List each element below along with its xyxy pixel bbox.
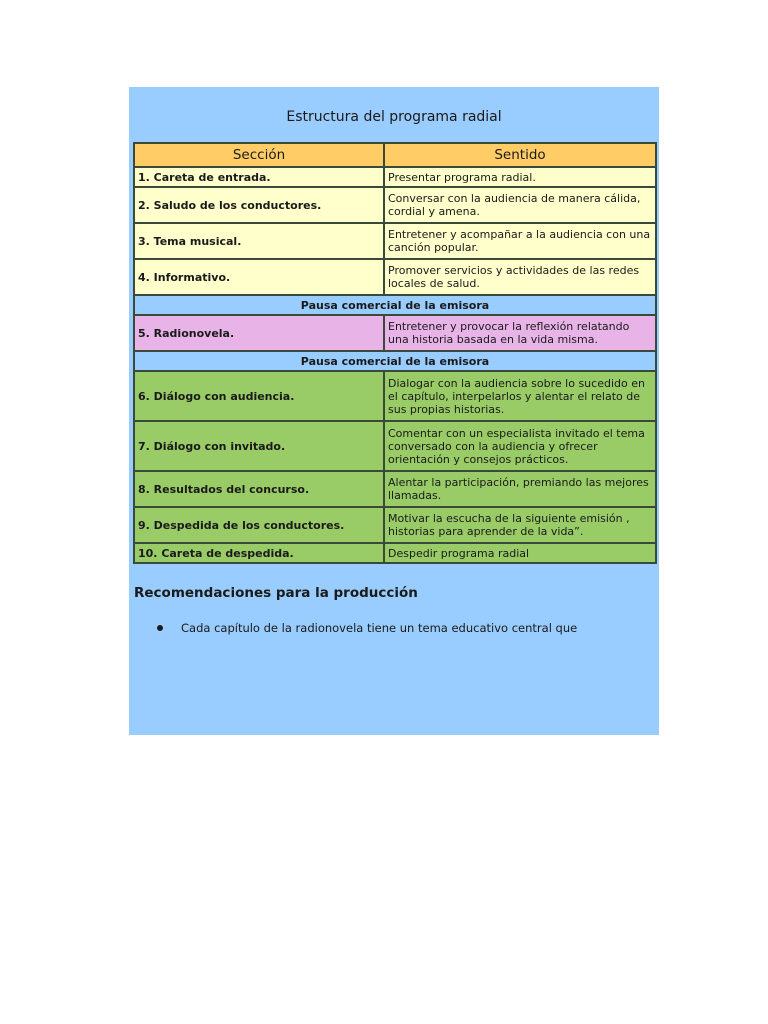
section-cell: 8. Resultados del concurso.	[134, 471, 384, 507]
program-structure-table	[133, 142, 657, 564]
section-cell: 3. Tema musical.	[134, 223, 384, 259]
table-row	[134, 421, 656, 471]
pause-row	[134, 351, 656, 371]
section-cell: 9. Despedida de los conductores.	[134, 507, 384, 543]
meaning-cell: Despedir programa radial	[384, 543, 656, 563]
meaning-cell: Dialogar con la audiencia sobre lo sucedido en el capítulo, interpelarlos y alentar el relato de sus propias historias.	[384, 371, 656, 421]
meaning-cell: Conversar con la audiencia de manera cálida, cordial y amena.	[384, 187, 656, 223]
section-cell: 7. Diálogo con invitado.	[134, 421, 384, 471]
table-row	[134, 507, 656, 543]
bullet-icon	[157, 625, 163, 631]
section-cell: 1. Careta de entrada.	[134, 167, 384, 187]
table-row	[134, 371, 656, 421]
table-row	[134, 543, 656, 563]
table-row	[134, 315, 656, 351]
section-cell: 6. Diálogo con audiencia.	[134, 371, 384, 421]
section-cell: 10. Careta de despedida.	[134, 543, 384, 563]
document-title: Estructura del programa radial	[286, 109, 502, 125]
section-cell: 2. Saludo de los conductores.	[134, 187, 384, 223]
recommendation-text: Cada capítulo de la radionovela tiene un tema educativo central que	[181, 621, 578, 635]
table-row	[134, 259, 656, 295]
header-section: Sección	[134, 143, 384, 167]
table-row	[134, 167, 656, 187]
meaning-cell: Motivar la escucha de la siguiente emisión , historias para aprender de la vida”.	[384, 507, 656, 543]
document-panel	[129, 87, 659, 735]
recommendations-heading: Recomendaciones para la producción	[134, 585, 418, 601]
recommendation-item	[157, 621, 577, 635]
meaning-cell: Entretener y provocar la reflexión relatando una historia basada en la vida misma.	[384, 315, 656, 351]
table-header-row	[134, 143, 656, 167]
meaning-cell: Entretener y acompañar a la audiencia con una canción popular.	[384, 223, 656, 259]
table-row	[134, 471, 656, 507]
meaning-cell: Comentar con un especialista invitado el tema conversado con la audiencia y ofrecer orientación y consejos prácticos.	[384, 421, 656, 471]
pause-label: Pausa comercial de la emisora	[134, 295, 656, 315]
header-meaning: Sentido	[384, 143, 656, 167]
section-cell: 4. Informativo.	[134, 259, 384, 295]
pause-row	[134, 295, 656, 315]
pause-label: Pausa comercial de la emisora	[134, 351, 656, 371]
section-cell: 5. Radionovela.	[134, 315, 384, 351]
table-row	[134, 223, 656, 259]
table-row	[134, 187, 656, 223]
meaning-cell: Promover servicios y actividades de las redes locales de salud.	[384, 259, 656, 295]
table-body	[134, 167, 656, 563]
meaning-cell: Alentar la participación, premiando las mejores llamadas.	[384, 471, 656, 507]
meaning-cell: Presentar programa radial.	[384, 167, 656, 187]
